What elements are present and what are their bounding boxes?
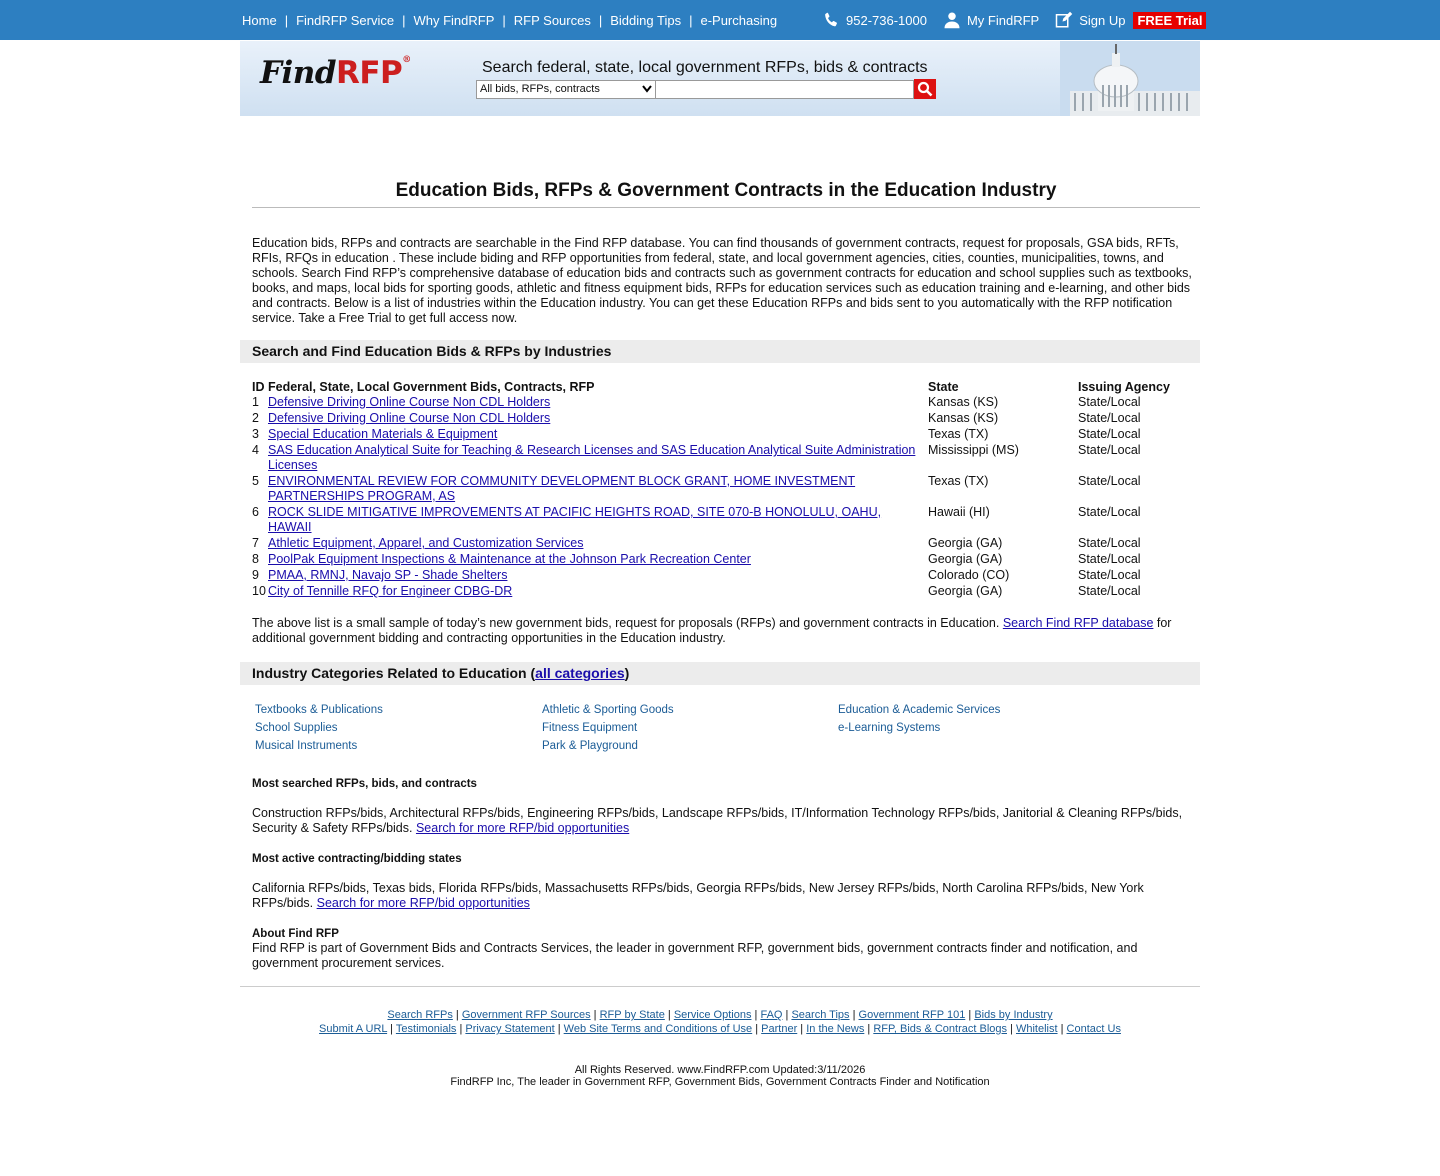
row-agency: State/Local bbox=[1078, 536, 1141, 550]
footer-separator: | bbox=[782, 1009, 792, 1021]
most-searched-heading: Most searched RFPs, bids, and contracts bbox=[252, 778, 477, 790]
nav-separator: | bbox=[402, 12, 406, 28]
categories-column-1 bbox=[255, 704, 535, 758]
table-row bbox=[252, 443, 1198, 474]
top-nav-bar bbox=[0, 0, 1440, 40]
about-paragraph: Find RFP is part of Government Bids and Contracts Services, the leader in government RFP, government bids, government contracts finder and notification, and government procurement services. bbox=[252, 941, 1138, 970]
row-state: Georgia (GA) bbox=[928, 584, 1003, 598]
nav-item[interactable]: FindRFP Service bbox=[296, 12, 395, 28]
page-title: Education Bids, RFPs & Government Contracts in the Education Industry bbox=[252, 180, 1200, 208]
my-findrfp-link[interactable]: My FindRFP bbox=[966, 12, 1040, 28]
footer-separator: | bbox=[752, 1023, 762, 1035]
most-active-paragraph bbox=[252, 881, 1192, 911]
row-agency: State/Local bbox=[1078, 568, 1141, 582]
footer-link[interactable]: FAQ bbox=[760, 1009, 783, 1021]
row-id: 9 bbox=[252, 568, 259, 582]
row-id: 6 bbox=[252, 505, 259, 519]
user-icon bbox=[943, 11, 961, 29]
footer-link[interactable]: RFP by State bbox=[599, 1009, 665, 1021]
after-table-text-2: for additional government bidding and contracting opportunities in the Education industry. bbox=[252, 616, 1172, 645]
footer-link[interactable]: RFP, Bids & Contract Blogs bbox=[873, 1023, 1007, 1035]
most-active-link[interactable]: Search for more RFP/bid opportunities bbox=[316, 896, 530, 910]
table-row bbox=[252, 536, 1198, 552]
table-row bbox=[252, 411, 1198, 427]
table-cell-id bbox=[252, 443, 268, 474]
footer-copyright: All Rights Reserved. www.FindRFP.com Updated:3/11/2026 bbox=[574, 1064, 866, 1076]
table-cell-title bbox=[268, 552, 928, 568]
search-button[interactable] bbox=[914, 79, 936, 99]
table-cell-id bbox=[252, 584, 268, 600]
row-id: 5 bbox=[252, 474, 259, 488]
table-cell-title bbox=[268, 411, 928, 427]
row-state: Hawaii (HI) bbox=[928, 505, 990, 519]
footer-link[interactable]: Web Site Terms and Conditions of Use bbox=[563, 1023, 753, 1035]
category-link[interactable]: Education & Academic Services bbox=[838, 704, 1001, 716]
table-cell-state bbox=[928, 536, 1078, 552]
row-state: Kansas (KS) bbox=[928, 395, 999, 409]
footer-link[interactable]: Submit A URL bbox=[319, 1023, 388, 1035]
footer-separator: | bbox=[590, 1009, 600, 1021]
free-trial-button[interactable]: FREE Trial bbox=[1133, 12, 1206, 29]
main-content bbox=[252, 180, 1200, 326]
account-nav bbox=[822, 0, 1206, 40]
about-heading: About Find RFP bbox=[252, 928, 339, 940]
row-agency: State/Local bbox=[1078, 427, 1141, 441]
search-icon bbox=[917, 81, 933, 97]
footer-link[interactable]: Partner bbox=[761, 1023, 798, 1035]
bid-title-link[interactable]: ROCK SLIDE MITIGATIVE IMPROVEMENTS AT PACIFIC HEIGHTS ROAD, SITE 070-B HONOLULU, OAHU, HAWAII bbox=[268, 505, 882, 534]
table-cell-agency bbox=[1078, 536, 1198, 552]
table-cell-id bbox=[252, 552, 268, 568]
table-cell-agency bbox=[1078, 552, 1198, 568]
bid-title-link[interactable]: Special Education Materials & Equipment bbox=[268, 427, 498, 441]
footer-separator: | bbox=[452, 1009, 462, 1021]
search-bar bbox=[476, 79, 936, 99]
category-link[interactable]: Musical Instruments bbox=[255, 740, 358, 752]
phone-icon bbox=[822, 11, 840, 29]
table-cell-title bbox=[268, 395, 928, 411]
table-cell-title bbox=[268, 427, 928, 443]
intro-paragraph: Education bids, RFPs and contracts are searchable in the Find RFP database. You can find thousands of government contracts, request for proposals, GSA bids, RFTs, RFIs, RFQs in education . These include biding and RFP opportunities from federal, state, and local government agencies, cities, counties, municipalities, towns, and schools. Search Find RFP’s comprehensive database of education bids and contracts such as government contracts for education and school supplies such as textbooks, books, and maps, local bids for sporting goods, athletic and fitness equipment bids, RFPs for education services such as education training and e-learning, and other bids and contracts. Below is a list of industries within the Education industry. You can get these Education RFPs and bids sent to you automatically with the RFP notification service. Take a Free Trial to get full access now. bbox=[252, 236, 1192, 325]
categories-column-3 bbox=[838, 704, 1118, 740]
search-database-link[interactable]: Search Find RFP database bbox=[1002, 616, 1154, 630]
edit-icon bbox=[1055, 11, 1073, 29]
bid-title-link[interactable]: SAS Education Analytical Suite for Teaching & Research Licenses and SAS Education Analytical Suite Administration Licenses bbox=[268, 443, 916, 472]
bid-title-link[interactable]: Athletic Equipment, Apparel, and Customization Services bbox=[268, 536, 584, 550]
table-cell-state bbox=[928, 568, 1078, 584]
table-row bbox=[252, 427, 1198, 443]
row-state: Colorado (CO) bbox=[928, 568, 1010, 582]
footer-separator: | bbox=[554, 1023, 564, 1035]
table-cell-agency bbox=[1078, 443, 1198, 474]
after-table-paragraph bbox=[252, 616, 1192, 646]
table-cell-id bbox=[252, 395, 268, 411]
bid-title-link[interactable]: Defensive Driving Online Course Non CDL Holders bbox=[268, 395, 551, 409]
search-category-value: All bids, RFPs, contracts bbox=[480, 83, 600, 95]
table-cell-agency bbox=[1078, 474, 1198, 505]
col-header-title: Federal, State, Local Government Bids, Contracts, RFP bbox=[268, 380, 595, 394]
col-header-state: State bbox=[928, 380, 959, 394]
row-id: 10 bbox=[252, 584, 266, 598]
row-state: Texas (TX) bbox=[928, 427, 989, 441]
footer-link[interactable]: Search Tips bbox=[791, 1009, 850, 1021]
logo-find-text: Find bbox=[260, 55, 336, 91]
table-cell-agency bbox=[1078, 568, 1198, 584]
bid-title-link[interactable]: PMAA, RMNJ, Navajo SP - Shade Shelters bbox=[268, 568, 508, 582]
table-cell-state bbox=[928, 427, 1078, 443]
row-id: 1 bbox=[252, 395, 259, 409]
table-cell-state bbox=[928, 584, 1078, 600]
row-state: Georgia (GA) bbox=[928, 552, 1003, 566]
table-cell-agency bbox=[1078, 395, 1198, 411]
table-cell-id bbox=[252, 427, 268, 443]
category-link[interactable]: Fitness Equipment bbox=[542, 722, 638, 734]
col-header-agency: Issuing Agency bbox=[1078, 380, 1170, 394]
footer-link[interactable]: Bids by Industry bbox=[974, 1009, 1053, 1021]
nav-separator: | bbox=[598, 12, 603, 28]
table-cell-state bbox=[928, 411, 1078, 427]
table-cell-state bbox=[928, 474, 1078, 505]
main-nav bbox=[242, 0, 777, 40]
footer-link[interactable]: Government RFP 101 bbox=[858, 1009, 966, 1021]
row-agency: State/Local bbox=[1078, 474, 1141, 488]
capitol-building-image bbox=[1060, 41, 1200, 116]
phone-number[interactable]: 952-736-1000 bbox=[846, 12, 927, 28]
table-row bbox=[252, 552, 1198, 568]
row-state: Georgia (GA) bbox=[928, 536, 1003, 550]
bid-title-link[interactable]: PoolPak Equipment Inspections & Maintenance at the Johnson Park Recreation Center bbox=[268, 552, 751, 566]
table-cell-state bbox=[928, 505, 1078, 536]
nav-separator: | bbox=[284, 12, 289, 28]
footer-link[interactable]: Whitelist bbox=[1015, 1023, 1058, 1035]
row-id: 8 bbox=[252, 552, 259, 566]
table-cell-title bbox=[268, 443, 928, 474]
footer-separator: | bbox=[456, 1023, 466, 1035]
after-table-text: The above list is a small sample of today’s new government bids, request for proposals (RFPs) and government contracts in Education. bbox=[252, 616, 1003, 630]
findrfp-logo[interactable] bbox=[260, 55, 411, 91]
table-cell-id bbox=[252, 505, 268, 536]
row-agency: State/Local bbox=[1078, 443, 1141, 457]
footer-separator: | bbox=[387, 1023, 396, 1035]
table-cell-title bbox=[268, 536, 928, 552]
table-cell-agency bbox=[1078, 505, 1198, 536]
footer-separator: | bbox=[965, 1009, 975, 1021]
row-agency: State/Local bbox=[1078, 395, 1141, 409]
footer-separator: | bbox=[664, 1009, 674, 1021]
row-agency: State/Local bbox=[1078, 584, 1141, 598]
table-cell-id bbox=[252, 411, 268, 427]
table-cell-state bbox=[928, 395, 1078, 411]
row-id: 3 bbox=[252, 427, 259, 441]
bid-title-link[interactable]: City of Tennille RFQ for Engineer CDBG-DR bbox=[268, 584, 513, 598]
row-agency: State/Local bbox=[1078, 505, 1141, 519]
nav-item[interactable]: Home bbox=[242, 12, 277, 28]
most-searched-link[interactable]: Search for more RFP/bid opportunities bbox=[415, 821, 630, 835]
table-cell-title bbox=[268, 474, 928, 505]
footer-link[interactable]: Privacy Statement bbox=[465, 1023, 555, 1035]
category-link[interactable]: e-Learning Systems bbox=[838, 722, 941, 734]
row-agency: State/Local bbox=[1078, 552, 1141, 566]
all-categories-link[interactable]: all categories bbox=[535, 665, 625, 681]
row-state: Kansas (KS) bbox=[928, 411, 999, 425]
most-searched-paragraph bbox=[252, 806, 1192, 836]
table-row bbox=[252, 474, 1198, 505]
footer-separator: | bbox=[1007, 1023, 1016, 1035]
footer-link[interactable]: In the News bbox=[806, 1023, 865, 1035]
footer-divider bbox=[240, 986, 1200, 987]
category-link[interactable]: Textbooks & Publications bbox=[255, 704, 383, 716]
nav-item[interactable]: Why FindRFP bbox=[413, 12, 495, 28]
bid-title-link[interactable]: ENVIRONMENTAL REVIEW FOR COMMUNITY DEVELOPMENT BLOCK GRANT, HOME INVESTMENT PARTNERSHIPS PROGRAM, AS bbox=[268, 474, 856, 503]
table-cell-title bbox=[268, 505, 928, 536]
section-categories-header bbox=[240, 662, 1200, 685]
col-header-id: ID bbox=[252, 380, 265, 394]
header-banner bbox=[240, 41, 1200, 116]
table-cell-agency bbox=[1078, 411, 1198, 427]
table-row bbox=[252, 505, 1198, 536]
section-industries-header: Search and Find Education Bids & RFPs by Industries bbox=[240, 340, 1200, 363]
table-row bbox=[252, 584, 1198, 600]
search-input[interactable] bbox=[656, 80, 914, 99]
table-cell-state bbox=[928, 552, 1078, 568]
footer-links-row-2 bbox=[240, 1022, 1200, 1036]
bid-title-link[interactable]: Defensive Driving Online Course Non CDL Holders bbox=[268, 411, 551, 425]
footer-link[interactable]: Service Options bbox=[673, 1009, 752, 1021]
categories-header-close: ) bbox=[624, 665, 630, 681]
nav-separator: | bbox=[502, 12, 506, 28]
table-cell-state bbox=[928, 443, 1078, 474]
footer-link[interactable]: Government RFP Sources bbox=[461, 1009, 591, 1021]
nav-item[interactable]: e-Purchasing bbox=[700, 12, 778, 28]
sign-up-link[interactable]: Sign Up bbox=[1079, 12, 1126, 28]
chevron-down-icon bbox=[642, 85, 652, 93]
row-state: Mississippi (MS) bbox=[928, 443, 1019, 457]
table-cell-agency bbox=[1078, 584, 1198, 600]
footer-link[interactable]: Contact Us bbox=[1066, 1023, 1121, 1035]
nav-separator: | bbox=[689, 12, 693, 28]
logo-registered-mark: ® bbox=[402, 55, 411, 65]
row-id: 2 bbox=[252, 411, 259, 425]
nav-item[interactable]: Bidding Tips bbox=[610, 12, 682, 28]
table-cell-id bbox=[252, 568, 268, 584]
most-active-heading: Most active contracting/bidding states bbox=[252, 853, 462, 865]
categories-header-label: Industry Categories Related to Education ( bbox=[252, 665, 536, 681]
table-cell-title bbox=[268, 584, 928, 600]
footer-links-row-1 bbox=[240, 1008, 1200, 1022]
bids-table bbox=[252, 379, 1198, 600]
most-searched-text: Construction RFPs/bids, Architectural RFPs/bids, Engineering RFPs/bids, Landscape RFPs/bids, IT/Information Technology RFPs/bids, Janitorial & Cleaning RFPs/bids, Security & Safety RFPs/bids. bbox=[252, 806, 1183, 835]
logo-rfp-text: RFP bbox=[336, 55, 403, 91]
footer-tagline: FindRFP Inc, The leader in Government RFP, Government Bids, Government Contracts Finder and Notification bbox=[450, 1076, 990, 1088]
footer-separator: | bbox=[797, 1023, 807, 1035]
table-cell-agency bbox=[1078, 427, 1198, 443]
row-state: Texas (TX) bbox=[928, 474, 989, 488]
category-link[interactable]: School Supplies bbox=[255, 722, 338, 734]
category-link[interactable]: Park & Playground bbox=[542, 740, 638, 752]
most-active-text: California RFPs/bids, Texas bids, Florida RFPs/bids, Massachusetts RFPs/bids, Georgia RFPs/bids, New Jersey RFPs/bids, North Carolina RFPs/bids, New York RFPs/bids. bbox=[252, 881, 1144, 910]
footer-separator: | bbox=[1057, 1023, 1067, 1035]
table-cell-id bbox=[252, 474, 268, 505]
footer-link[interactable]: Search RFPs bbox=[387, 1009, 453, 1021]
footer-separator: | bbox=[751, 1009, 761, 1021]
table-cell-title bbox=[268, 568, 928, 584]
search-category-select[interactable] bbox=[476, 80, 656, 99]
row-id: 7 bbox=[252, 536, 259, 550]
row-agency: State/Local bbox=[1078, 411, 1141, 425]
nav-item[interactable]: RFP Sources bbox=[513, 12, 591, 28]
categories-column-2 bbox=[542, 704, 822, 758]
table-cell-id bbox=[252, 536, 268, 552]
row-id: 4 bbox=[252, 443, 259, 457]
table-row bbox=[252, 395, 1198, 411]
footer-separator: | bbox=[849, 1009, 859, 1021]
search-heading: Search federal, state, local government RFPs, bids & contracts bbox=[482, 59, 928, 76]
footer-separator: | bbox=[864, 1023, 874, 1035]
table-row bbox=[252, 568, 1198, 584]
category-link[interactable]: Athletic & Sporting Goods bbox=[542, 704, 674, 716]
footer-link[interactable]: Testimonials bbox=[395, 1023, 457, 1035]
